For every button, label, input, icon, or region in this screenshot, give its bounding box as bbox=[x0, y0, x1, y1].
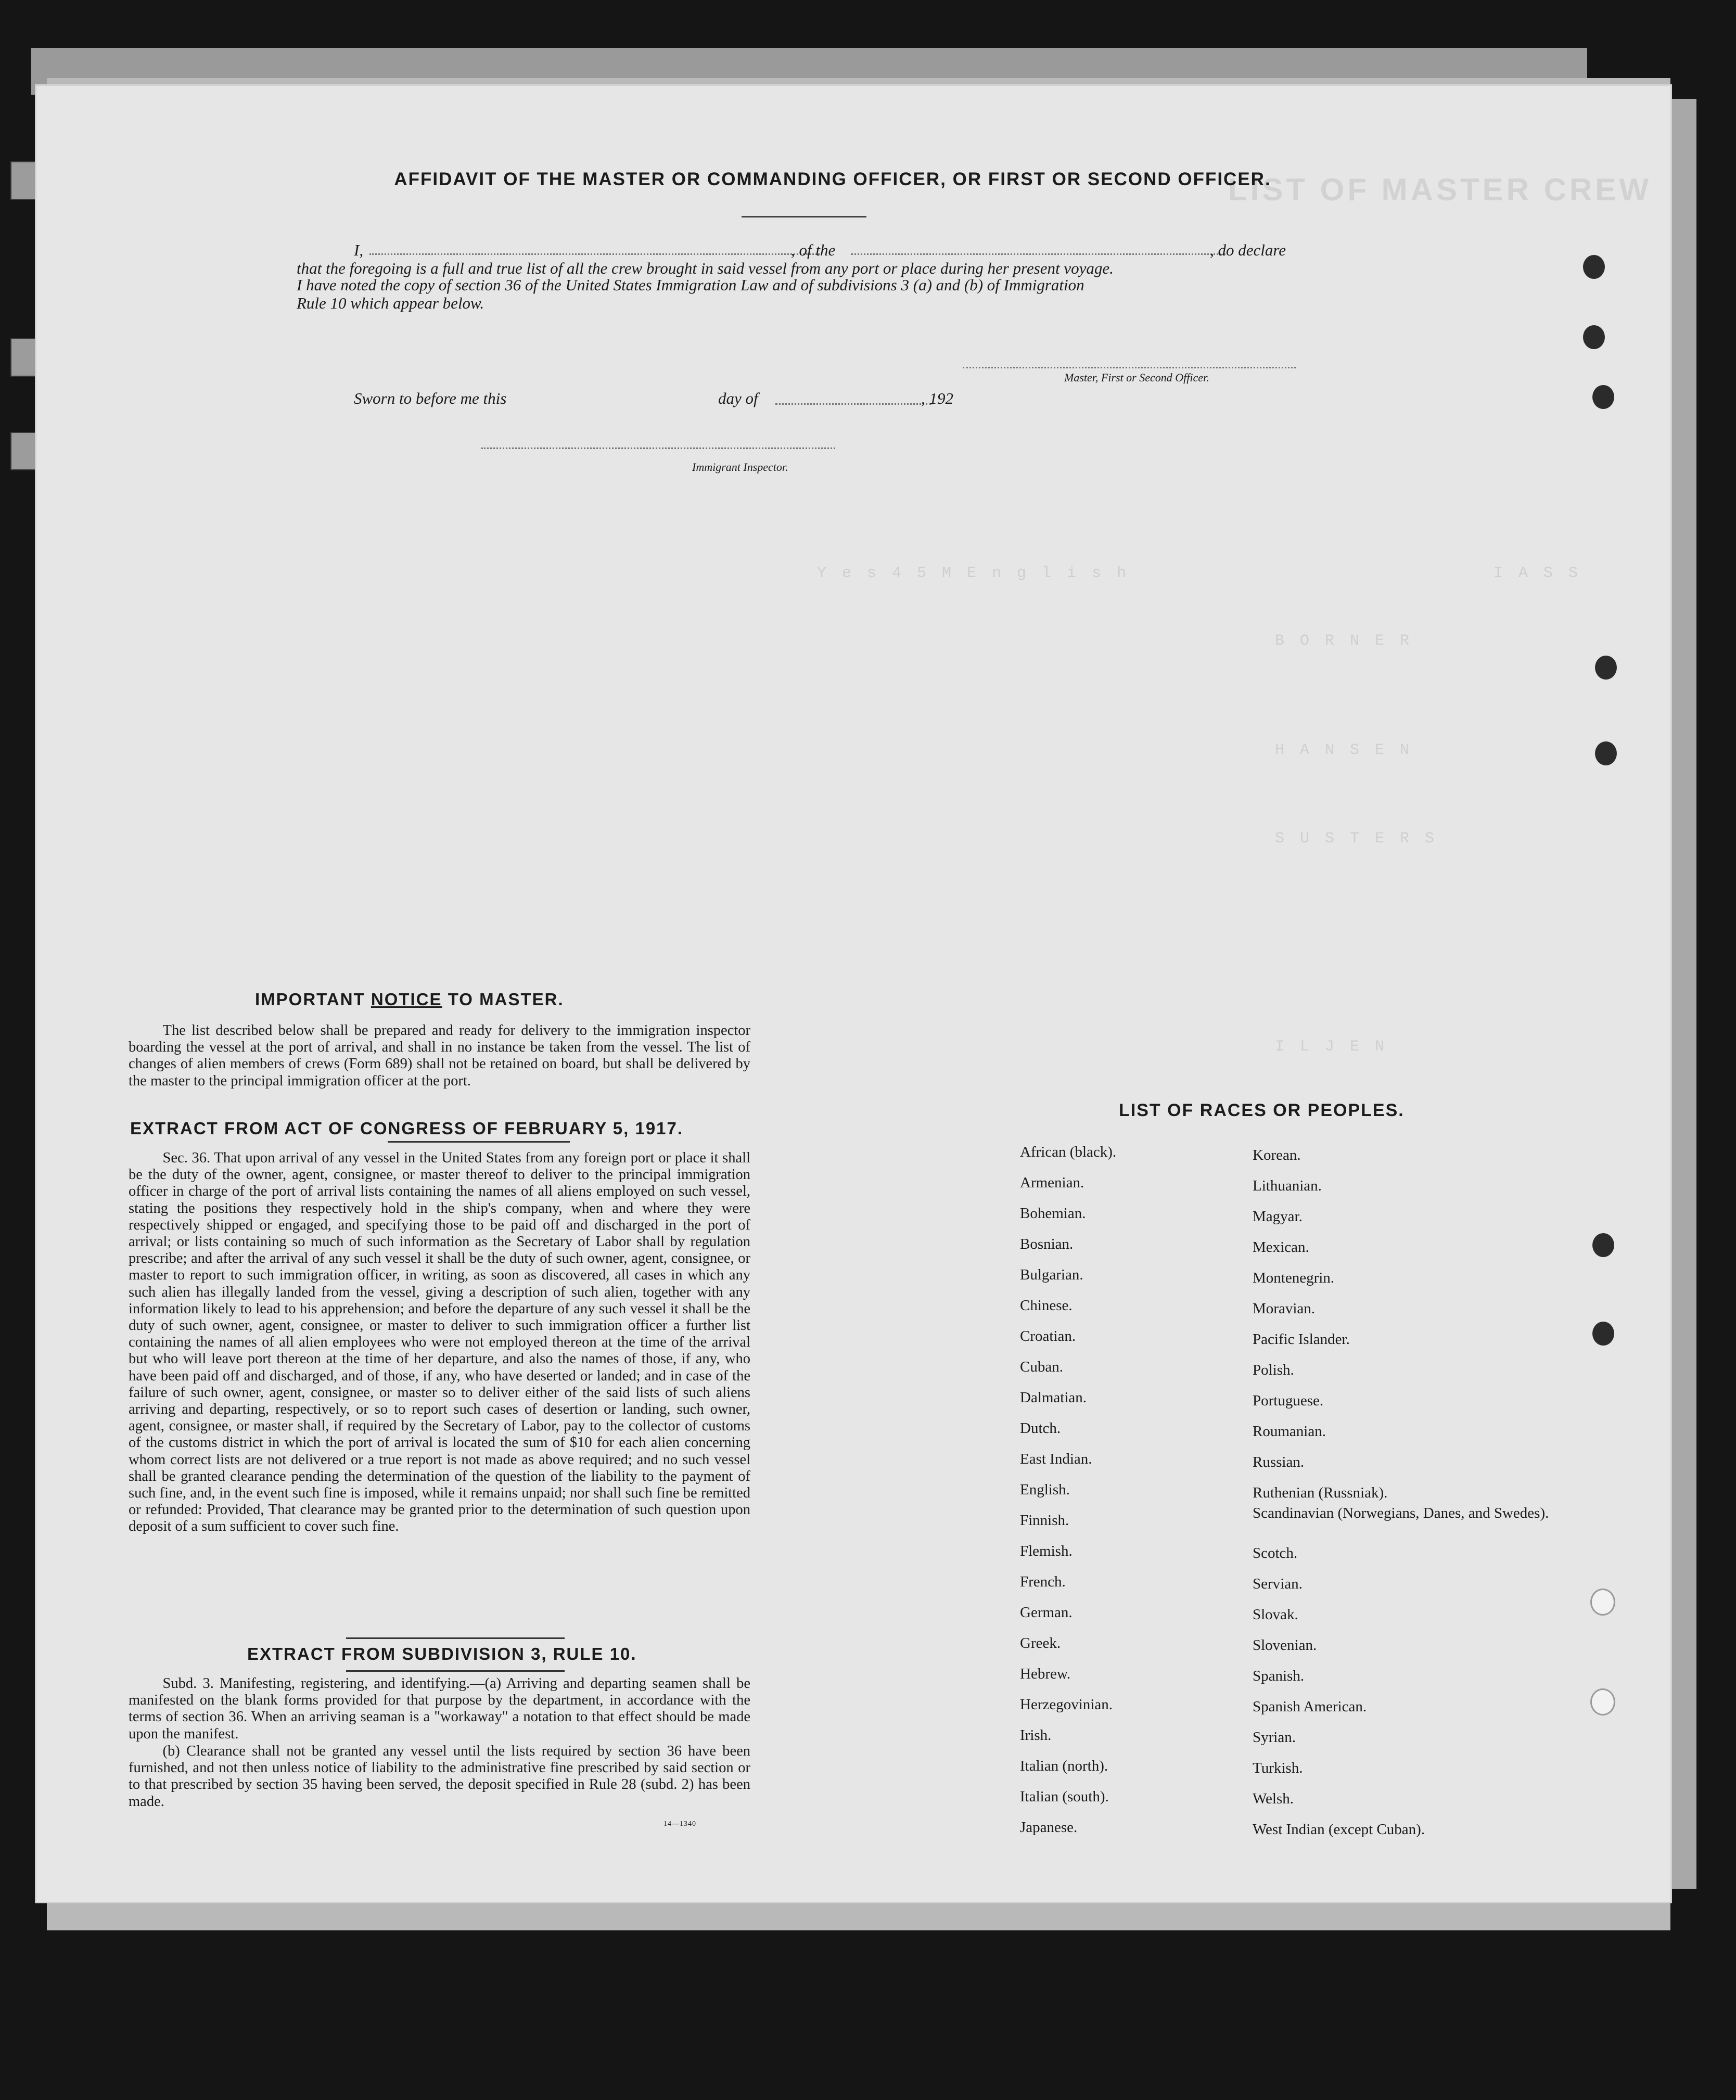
affidavit-line1-of-the: , of the bbox=[791, 241, 836, 259]
punch-hole bbox=[1583, 255, 1605, 279]
race-item: Magyar. bbox=[1253, 1208, 1303, 1225]
race-item: Mexican. bbox=[1253, 1239, 1309, 1256]
race-item: Chinese. bbox=[1020, 1297, 1073, 1314]
race-item: Bohemian. bbox=[1020, 1205, 1086, 1222]
race-item: Portuguese. bbox=[1253, 1392, 1324, 1409]
race-item: Bulgarian. bbox=[1020, 1266, 1083, 1283]
section-rule bbox=[346, 1637, 565, 1639]
race-item: German. bbox=[1020, 1604, 1073, 1621]
year-text: , 192 bbox=[921, 389, 953, 407]
race-item: Dutch. bbox=[1020, 1420, 1061, 1437]
affidavit-line1-i: I, bbox=[354, 241, 364, 259]
bleed-through-mark: LIST OF MASTER CREW bbox=[1228, 172, 1652, 207]
punch-hole bbox=[1595, 741, 1617, 765]
affidavit-line1-declare: , do declare bbox=[1210, 241, 1286, 259]
race-item: Turkish. bbox=[1253, 1760, 1303, 1776]
inspector-signature-blank[interactable] bbox=[481, 447, 835, 449]
punch-hole bbox=[1592, 1322, 1614, 1346]
notice-body: The list described below shall be prepared and ready for delivery to the immigration inspector boarding the vessel at the port of arrival, and shall in no instance be taken from the vessel. The list of changes of alien members of crews (Form 689) shall not be retained on board, but shall be delivered by the master to the principal immigration officer at the port. bbox=[129, 1022, 750, 1089]
section-rule bbox=[388, 1141, 570, 1143]
signature-blank[interactable] bbox=[963, 367, 1296, 368]
extract-rule-title: EXTRACT FROM SUBDIVISION 3, RULE 10. bbox=[247, 1644, 637, 1663]
punch-hole bbox=[1592, 385, 1614, 409]
race-item: Spanish American. bbox=[1253, 1698, 1367, 1715]
race-item: West Indian (except Cuban). bbox=[1253, 1821, 1425, 1838]
race-item: Herzegovinian. bbox=[1020, 1696, 1113, 1713]
document-page bbox=[36, 86, 1670, 1902]
race-item: Irish. bbox=[1020, 1727, 1052, 1744]
month-blank[interactable] bbox=[775, 403, 931, 405]
race-item: Scandinavian (Norwegians, Danes, and Swedes). bbox=[1253, 1505, 1549, 1521]
master-label: Master, First or Second Officer. bbox=[1064, 371, 1209, 384]
affidavit-line2: that the foregoing is a full and true list of all the crew brought in said vessel from any port or place during her present voyage. bbox=[297, 259, 1114, 277]
race-item: English. bbox=[1020, 1481, 1070, 1498]
race-item: Japanese. bbox=[1020, 1819, 1078, 1836]
notice-title: IMPORTANT NOTICE TO MASTER. bbox=[255, 990, 564, 1009]
punch-hole bbox=[1590, 1589, 1615, 1616]
inspector-label: Immigrant Inspector. bbox=[692, 460, 788, 473]
day-of-text: day of bbox=[718, 389, 758, 407]
race-item: Armenian. bbox=[1020, 1174, 1084, 1191]
punch-hole bbox=[1583, 325, 1605, 349]
race-item: Roumanian. bbox=[1253, 1423, 1326, 1440]
race-item: Ruthenian (Russniak). bbox=[1253, 1484, 1388, 1501]
race-item: Russian. bbox=[1253, 1454, 1305, 1470]
races-title: LIST OF RACES OR PEOPLES. bbox=[1119, 1100, 1405, 1120]
race-item: Italian (north). bbox=[1020, 1758, 1108, 1774]
bleed-through-mark: S U S T E R S bbox=[1275, 830, 1438, 848]
punch-hole bbox=[1595, 656, 1617, 680]
race-item: Welsh. bbox=[1253, 1790, 1294, 1807]
affidavit-title: AFFIDAVIT OF THE MASTER OR COMMANDING OFFICER, OR FIRST OR SECOND OFFICER. bbox=[394, 169, 1271, 189]
race-item: French. bbox=[1020, 1573, 1066, 1590]
sworn-text: Sworn to before me this bbox=[354, 389, 507, 407]
race-item: Montenegrin. bbox=[1253, 1270, 1335, 1286]
race-item: Italian (south). bbox=[1020, 1788, 1109, 1805]
race-item: Croatian. bbox=[1020, 1328, 1076, 1344]
race-item: Flemish. bbox=[1020, 1543, 1073, 1559]
race-item: Slovak. bbox=[1253, 1606, 1298, 1623]
punch-hole bbox=[1592, 1233, 1614, 1257]
affidavit-line4: Rule 10 which appear below. bbox=[297, 294, 484, 312]
bleed-through-mark: Y e s 4 5 M E n g l i s h bbox=[817, 565, 1130, 582]
race-item: Polish. bbox=[1253, 1362, 1294, 1378]
bleed-through-mark: I L J E N bbox=[1275, 1038, 1388, 1056]
bleed-through-mark: I A S S bbox=[1494, 565, 1581, 582]
race-item: African (black). bbox=[1020, 1144, 1117, 1160]
race-item: Lithuanian. bbox=[1253, 1177, 1322, 1194]
punch-hole bbox=[1590, 1688, 1615, 1715]
race-item: Pacific Islander. bbox=[1253, 1331, 1350, 1348]
form-number: 14—1340 bbox=[663, 1820, 696, 1828]
bleed-through-mark: B O R N E R bbox=[1275, 632, 1413, 650]
race-item: Moravian. bbox=[1253, 1300, 1315, 1317]
race-item: Finnish. bbox=[1020, 1512, 1069, 1529]
race-item: Syrian. bbox=[1253, 1729, 1296, 1746]
race-item: Dalmatian. bbox=[1020, 1389, 1087, 1406]
race-item: Slovenian. bbox=[1253, 1637, 1317, 1654]
race-item: Cuban. bbox=[1020, 1359, 1063, 1375]
race-item: Scotch. bbox=[1253, 1545, 1298, 1561]
race-item: Korean. bbox=[1253, 1147, 1301, 1163]
race-item: Spanish. bbox=[1253, 1668, 1305, 1684]
bleed-through-mark: H A N S E N bbox=[1275, 741, 1413, 759]
affidavit-line3: I have noted the copy of section 36 of the United States Immigration Law and of subdivisions 3 (a) and (b) of Immigration bbox=[297, 276, 1084, 294]
race-item: Servian. bbox=[1253, 1576, 1303, 1592]
race-item: Bosnian. bbox=[1020, 1236, 1074, 1252]
title-rule bbox=[742, 216, 866, 217]
race-item: East Indian. bbox=[1020, 1451, 1092, 1467]
race-item: Hebrew. bbox=[1020, 1666, 1071, 1682]
race-item: Greek. bbox=[1020, 1635, 1061, 1651]
section-36-body: Sec. 36. That upon arrival of any vessel in the United States from any foreign port or place it shall be the duty of the owner, agent, consignee, or master thereof to deliver to the principal immigration officer in charge of the port of arrival lists containing the names of all aliens employed on such vessel, stating the positions they respectively hold in the ship's company, when and where they were respectively shipped or engaged, and specifying those to be paid off and discharged in the port of arrival; or lists containing so much of such information as the Secretary of Labor shall by regulation prescribe; and after the arrival of any such vessel it shall be the duty of such owner, agent, consignee, or master to report to such immigration officer, in writing, as soon as discovered, all cases in which any such alien has illegally landed from the vessel, giving a description of such alien, together with any information likely to lead to his apprehension; and before the departure of any such vessel it shall be the duty of such owner, agent, consignee, or master to deliver to such immigration officer a further list containing the names of all alien employees who were not employed thereon at the time of the arrival but who will leave port thereon at the time of her departure, and also the names of those, if any, who have been paid off and discharged, and of those, if any, who have deserted or landed; and in case of the failure of such owner, agent, consignee, or master so to deliver either of the said lists of such aliens arriving and departing, respectively, or so to report such cases of desertion or landing, such owner, agent, consignee, or master shall, if required by the Secretary of Labor, pay to the collector of customs of the customs district in which the port of arrival is located the sum of $10 for each alien concerning whom correct lists are not delivered or a true report is not made as above required; and no such vessel shall be granted clearance pending the determination of the question of the liability to the payment of such fine, and, in the event such fine is imposed, while it remains unpaid; nor shall such fine be remitted or refunded: Provided, That clearance may be granted prior to the determination of such question upon deposit of a sum sufficient to cover such fine. bbox=[129, 1150, 750, 1535]
subdivision-b: (b) Clearance shall not be granted any vessel until the lists required by section 36 have been furnished, and not then unless notice of liability to the administrative fine prescribed by said section or to that prescribed by section 35 having been served, the deposit specified in Rule 28 (subd. 2) has been made. bbox=[129, 1743, 750, 1810]
subdivision-a: Subd. 3. Manifesting, registering, and identifying.—(a) Arriving and departing seamen shall be manifested on the blank forms provided for that purpose by the department, in accordance with the terms of section 36. When an arriving seaman is a "workaway" a notation to that effect should be made upon the manifest. bbox=[129, 1675, 750, 1742]
extract-act-title: EXTRACT FROM ACT OF CONGRESS OF FEBRUARY 5, 1917. bbox=[130, 1119, 684, 1138]
section-rule bbox=[346, 1670, 565, 1672]
name-blank[interactable] bbox=[369, 253, 820, 255]
vessel-blank[interactable] bbox=[851, 253, 1226, 255]
